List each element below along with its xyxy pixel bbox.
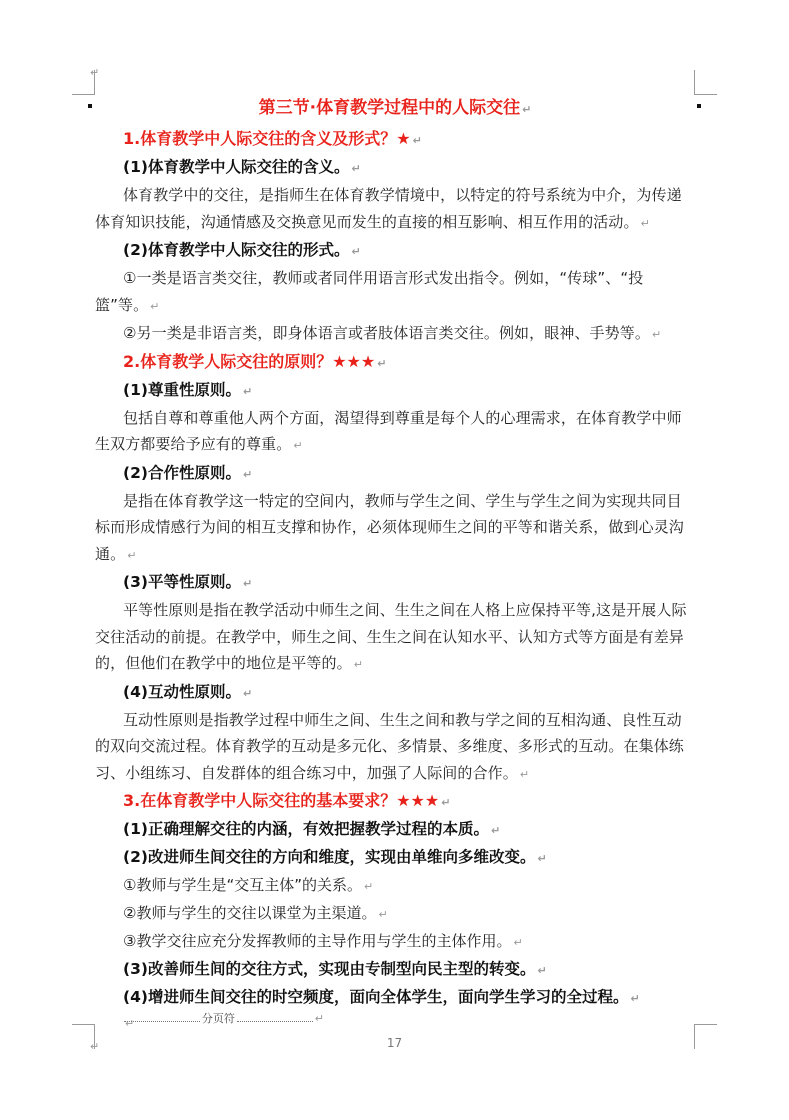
document-body — [95, 96, 695, 1036]
paragraph: 包括自尊和尊重他人两个方面，渴望得到尊重是每个人的心理需求，在体育教学中师生双方都要给予应有的尊重。 ↵ — [95, 408, 682, 453]
paragraph-mark-icon: ↵ — [513, 936, 523, 949]
paragraph-mark-icon: ↵ — [412, 134, 422, 147]
paragraph-mark-icon: ↵ — [519, 767, 530, 781]
paragraph: 体育教学中的交往，是指师生在体育教学情境中，以特定的符号系统为中介，为传递体育知识技能，沟通情感及交换意见而发生的直接的相互影响、相互作用的活动。 ↵ — [95, 186, 682, 231]
paragraph-mark-icon: ↵ — [242, 467, 253, 481]
subheading: (2)改进师生间交往的方向和维度，实现由单维向多维改变。 ↵ — [123, 848, 547, 866]
heading-3: 3.在体育教学中人际交往的基本要求？★★★ ↵ — [123, 791, 451, 810]
paragraph-mark-icon: ↵ — [314, 1011, 324, 1025]
paragraph-mark-icon: ↵ — [90, 1040, 100, 1053]
paragraph-mark-icon: ↵ — [242, 577, 253, 590]
paragraph-mark-icon: ↵ — [353, 658, 364, 671]
paragraph-mark-icon: ↵ — [127, 548, 137, 562]
paragraph-mark-icon: ↵ — [351, 245, 361, 258]
page-break-label: 分页符 — [201, 1012, 235, 1025]
paragraph: 平等性原则是指在教学活动中师生之间、生生之间在人格上应保持平等,这是开展人际交往活动的前提。在教学中，师生之间、生生之间在认知水平、认知方式等方面是有差异的，但他们在教学中的地位是平等的。 ↵ — [95, 601, 687, 672]
heading-1: 1.体育教学中人际交往的含义及形式？★ ↵ — [123, 129, 422, 148]
page-break-line — [237, 1015, 313, 1022]
subheading: (1)尊重性原则。 ↵ — [123, 380, 253, 399]
paragraph-mark-icon: ↵ — [651, 328, 662, 341]
subheading: (3)平等性原则。 ↵ — [123, 573, 253, 591]
paragraph-mark-icon: ↵ — [90, 66, 100, 79]
paragraph: ②另一类是非语言类，即身体语言或者肢体语言类交往。例如，眼神、手势等。 ↵ — [123, 324, 662, 342]
paragraph-mark-icon: ↵ — [378, 908, 388, 921]
paragraph-mark-icon: ↵ — [364, 880, 374, 893]
list-item: ②教师与学生的交往以课堂为主渠道。 ↵ — [123, 904, 388, 922]
paragraph: 互动性原则是指教学过程中师生之间、生生之间和教与学之间的互相沟通、良性互动的双向交流过程。体育教学的互动是多元化、多情景、多维度、多形式的互动。在集体练习、小组练习、自发群体的组合练习中，加强了人际间的合作。 ↵ — [95, 710, 684, 782]
page-break-line — [124, 1015, 200, 1022]
page-break — [124, 1010, 324, 1026]
paragraph-mark-icon: ↵ — [490, 824, 501, 837]
subheading: (3)改善师生间的交往方式，实现由专制型向民主型的转变。 ↵ — [123, 960, 547, 978]
subheading: (4)增进师生间交往的时空频度，面向全体学生，面向学生学习的全过程。 ↵ — [123, 988, 640, 1006]
subheading: (1)正确理解交往的内涵，有效把握教学过程的本质。 ↵ — [123, 820, 501, 838]
paragraph-mark-icon: ↵ — [537, 964, 547, 977]
paragraph-mark-icon: ↵ — [242, 384, 253, 398]
paragraph-mark-icon: ↵ — [630, 992, 640, 1005]
page-number: 17 — [386, 1036, 403, 1050]
subheading: (1)体育教学中人际交往的含义。 ↵ — [123, 158, 361, 176]
crop-mark-top-right — [694, 70, 717, 95]
paragraph-mark-icon: ↵ — [351, 162, 361, 175]
paragraph-mark-icon: ↵ — [125, 1017, 135, 1030]
list-item: ③教学交往应充分发挥教师的主导作用与学生的主体作用。 ↵ — [123, 932, 523, 950]
paragraph: 是指在体育教学这一特定的空间内，教师与学生之间、学生与学生之间为实现共同目标而形成情感行为间的相互支撑和协作，必须体现师生之间的平等和谐关系，做到心灵沟通。 ↵ — [95, 491, 684, 563]
subheading: (2)体育教学中人际交往的形式。 ↵ — [123, 241, 361, 259]
paragraph-mark-icon: ↵ — [441, 796, 451, 809]
paragraph-mark-icon: ↵ — [377, 356, 387, 370]
list-item: ①教师与学生是“交互主体”的关系。 ↵ — [123, 876, 374, 894]
paragraph-mark-icon: ↵ — [537, 852, 547, 865]
paragraph-mark-icon: ↵ — [242, 686, 253, 700]
subheading: (4)互动性原则。 ↵ — [123, 682, 253, 701]
paragraph-mark-icon: ↵ — [640, 216, 650, 230]
paragraph-mark-icon: ↵ — [522, 103, 532, 116]
paragraph-mark-icon: ↵ — [293, 439, 303, 452]
paragraph: ①一类是语言类交往，教师或者同伴用语言形式发出指令。例如，“传球”、“投篮”等。 ↵ — [95, 269, 644, 314]
heading-2: 2.体育教学人际交往的原则？★★★ ↵ — [123, 351, 387, 371]
section-title: 第三节·体育教学过程中的人际交往 ↵ — [258, 98, 532, 118]
margin-dot-right — [697, 104, 701, 108]
margin-dot-left — [88, 104, 92, 108]
subheading: (2)合作性原则。 ↵ — [123, 463, 253, 482]
paragraph-mark-icon: ↵ — [150, 299, 160, 313]
